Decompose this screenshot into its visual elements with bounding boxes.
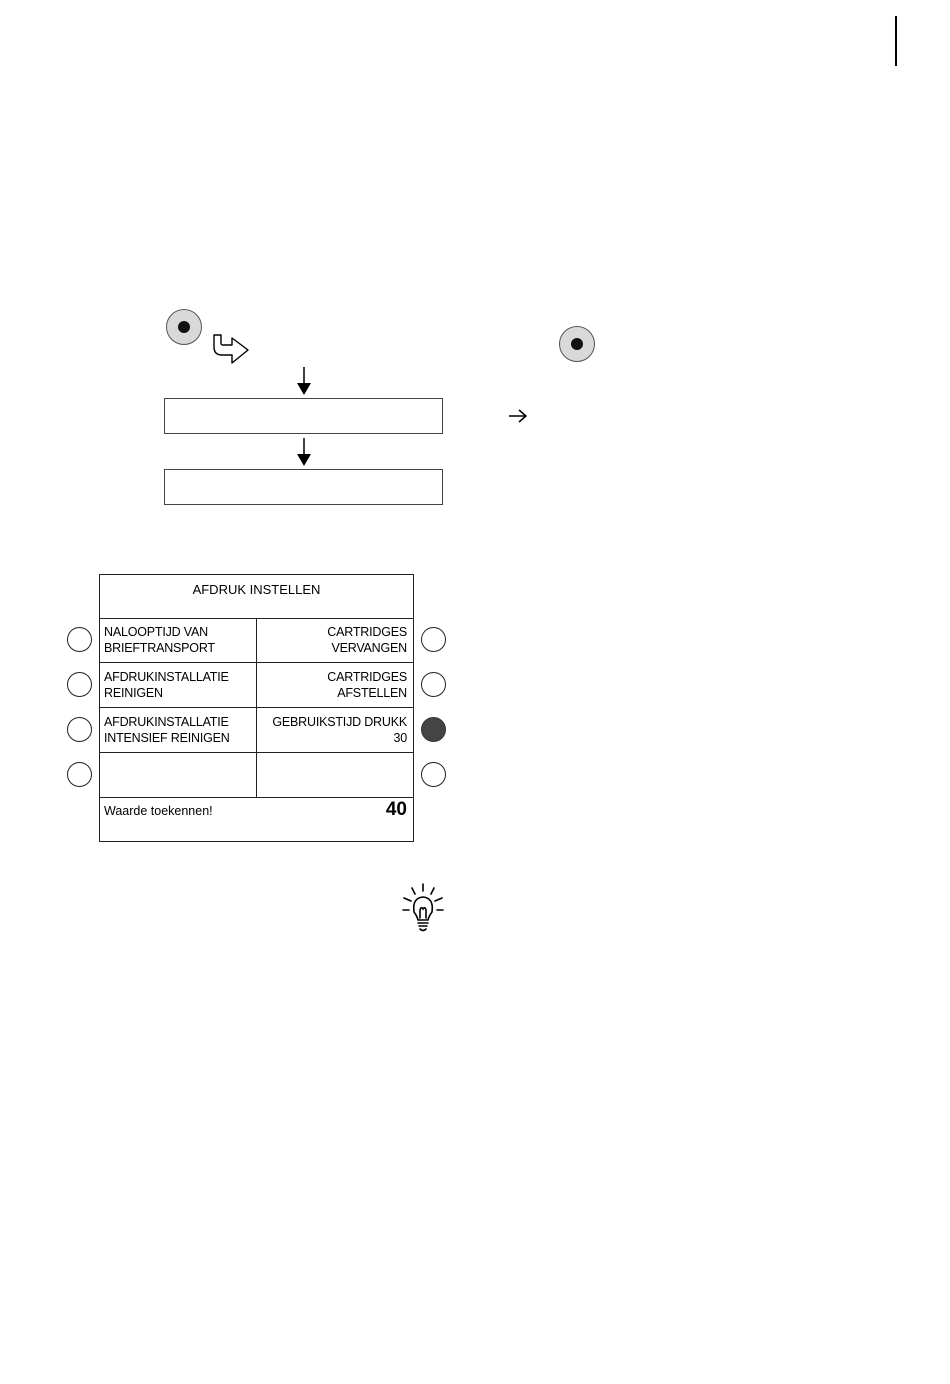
softkey-left-4[interactable] xyxy=(67,762,92,787)
printer-display xyxy=(99,574,414,842)
down-arrow-icon xyxy=(296,367,312,395)
down-arrow-icon xyxy=(296,438,312,466)
display-title: AFDRUK INSTELLEN xyxy=(100,575,413,619)
flow-step-box xyxy=(164,469,443,505)
softkey-left-2[interactable] xyxy=(67,672,92,697)
lightbulb-icon xyxy=(400,882,448,934)
hook-arrow-icon xyxy=(210,333,252,367)
menu-item-gebruikstijd[interactable]: GEBRUIKSTIJD DRUKK 30 xyxy=(257,708,413,753)
softkey-left-1[interactable] xyxy=(67,627,92,652)
menu-item-naloop[interactable]: NALOOPTIJD VAN BRIEFTRANSPORT xyxy=(100,618,257,663)
status-bar xyxy=(100,798,413,841)
menu-item-cartridges-vervangen[interactable]: CARTRIDGES VERVANGEN xyxy=(257,618,413,663)
softkey-left-3[interactable] xyxy=(67,717,92,742)
menu-item-intensief-reinigen[interactable]: AFDRUKINSTALLATIE INTENSIEF REINIGEN xyxy=(100,708,257,753)
right-arrow-icon xyxy=(509,409,529,423)
page-edge-marker xyxy=(895,16,897,66)
softkey-right-1[interactable] xyxy=(421,627,446,652)
round-key-icon[interactable] xyxy=(166,309,202,345)
menu-item-empty-right[interactable] xyxy=(257,753,413,798)
flow-step-box xyxy=(164,398,443,434)
softkey-right-2[interactable] xyxy=(421,672,446,697)
value-readout: 40 xyxy=(385,799,407,820)
softkey-right-4[interactable] xyxy=(421,762,446,787)
menu-item-empty-left[interactable] xyxy=(100,753,257,798)
softkey-right-3-active[interactable] xyxy=(421,717,446,742)
status-message: Waarde toekennen! xyxy=(104,804,213,818)
menu-item-reinigen[interactable]: AFDRUKINSTALLATIE REINIGEN xyxy=(100,663,257,708)
round-key-icon[interactable] xyxy=(559,326,595,362)
menu-item-cartridges-afstellen[interactable]: CARTRIDGES AFSTELLEN xyxy=(257,663,413,708)
